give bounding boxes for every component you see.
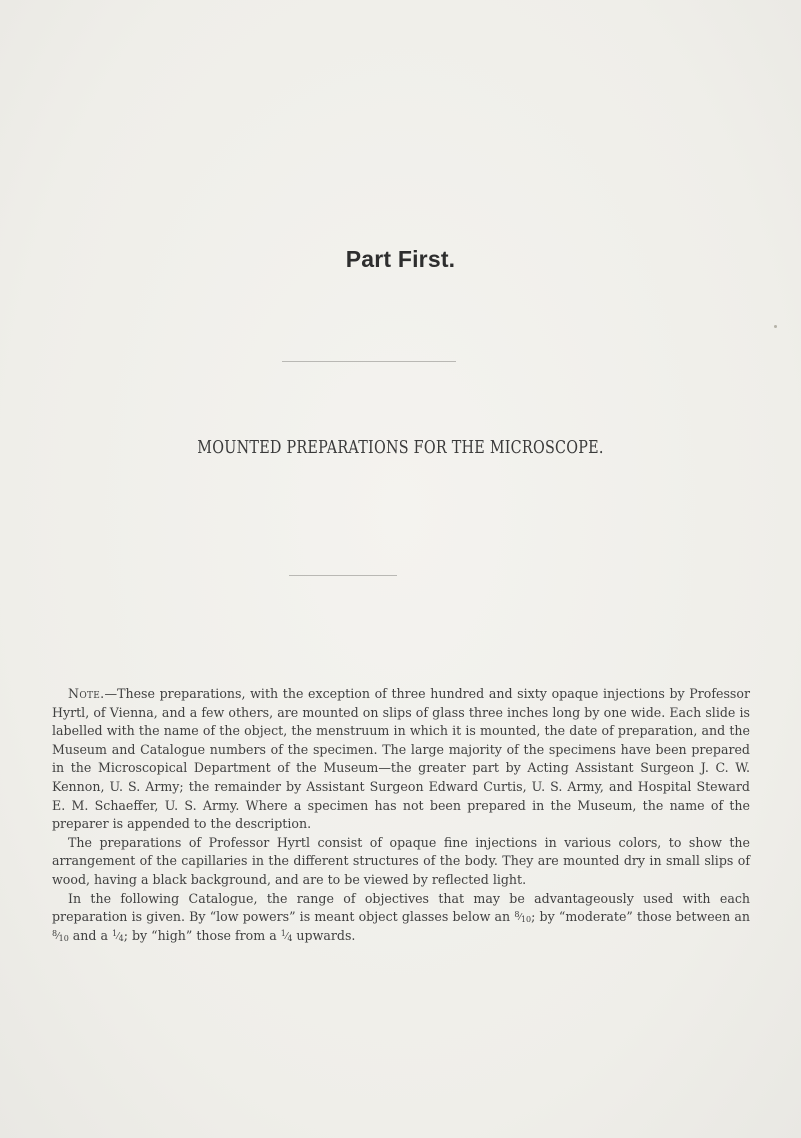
divider-rule [282,361,456,362]
note-lead: Note. [68,686,105,701]
paper-speck [774,325,777,328]
fraction: $^8⁄_{10}$ [52,928,69,943]
note-text: ; by “high” those from a [123,927,281,943]
note-text: The preparations of Professor Hyrtl consist of opaque fine injections in various colors, to show the arrangement of the capillaries in the different structures of the body. They are mounted dry in small slips of wood, having a black background, and are to be viewed by reflected light. [52,834,750,887]
note-paragraph [52,890,750,946]
note-text: ; by “moderate” those between an [531,909,750,925]
note-paragraph [52,685,750,834]
note-text: In the following Catalogue, the range of objectives that may be advantageously used with each preparation is given. By “low powers” is meant object glasses below an [52,890,750,925]
note-text: and a [68,927,112,943]
note-text: upwards. [292,927,356,943]
note-body [52,685,750,945]
fraction: $^1⁄_4$ [112,928,124,943]
fraction: $^1⁄_4$ [280,928,293,943]
section-title: MOUNTED PREPARATIONS FOR THE MICROSCOPE. [197,438,604,458]
note-text: —These preparations, with the exception of three hundred and sixty opaque injections by Professor Hyrtl, of Vienna, and a few others, are mounted on slips of glass three inches long by one wide. Each slide is labelled with the name of the object, the menstruum in which it is mounted, the date of preparation, and the Museum and Catalogue numbers of the specimen. The large majority of the specimens have been prepared in the Microscopical Department of the Museum—the greater part by Acting Assistant Surgeon J. C. W. Kennon, U. S. Army; the remainder by Assistant Surgeon Edward Curtis, U. S. Army, and Hospital Steward E. M. Schaeffer, U. S. Army. Where a specimen has not been prepared in the Museum, the name of the preparer is appended to the description. [52,686,750,832]
part-title: Part First. [345,246,456,272]
divider-rule [289,575,397,576]
fraction: $^8⁄_{10}$ [514,910,532,925]
note-paragraph [52,834,750,890]
